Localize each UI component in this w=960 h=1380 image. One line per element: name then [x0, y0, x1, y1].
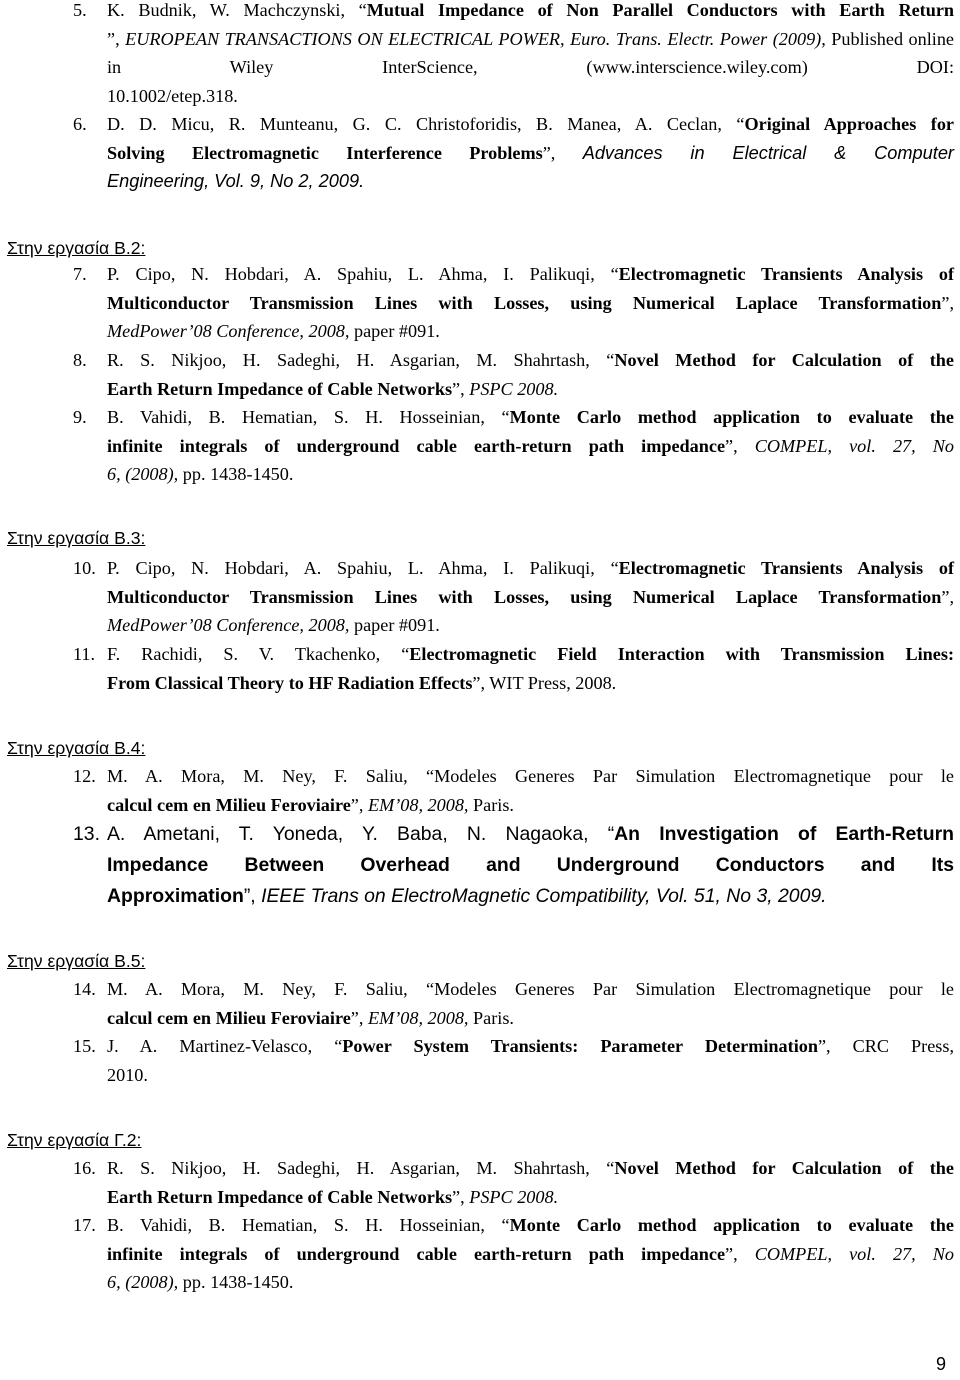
reference-7: 7. P. Cipo, N. Hobdari, A. Spahiu, L. Ahma, I. Palikuqi, “Electromagnetic Transients Analysis of Multiconductor Transmission Lines with Losses, using Numerical Laplace Transformation”, MedPower’08 Conference, 2008, paper #091. — [73, 264, 954, 342]
section-heading-b2: Στην εργασία Β.2: — [7, 238, 146, 258]
reference-6: 6. D. D. Micu, R. Munteanu, G. C. Christoforidis, B. Manea, A. Ceclan, “Original Approaches for Solving Electromagnetic Interference Problems”, Advances in Electrical & Computer Engineering, Vol. 9, No 2, 2009. — [73, 114, 954, 192]
page-number: 9 — [935, 1354, 946, 1374]
reference-8: 8. R. S. Nikjoo, H. Sadeghi, H. Asgarian, M. Shahrtash, “Novel Method for Calculation of the Earth Return Impedance of Cable Networks”, PSPC 2008. — [73, 350, 954, 399]
reference-17: 17. B. Vahidi, B. Hematian, S. H. Hosseinian, “Monte Carlo method application to evaluate the infinite integrals of underground cable earth-return path impedance”, COMPEL, vol. 27, No 6, (2008), pp. 1438-1450. — [73, 1215, 954, 1293]
section-heading-b5: Στην εργασία Β.5: — [7, 951, 146, 971]
section-heading-b4: Στην εργασία Β.4: — [7, 738, 146, 758]
reference-5: 5. K. Budnik, W. Machczynski, “Mutual Impedance of Non Parallel Conductors with Earth Return ”, EUROPEAN TRANSACTIONS ON ELECTRICAL POWER, Euro. Trans. Electr. Power (2009), Published online in Wiley InterScience, (www.interscience.wiley.com) DOI: 10.1002/etep.318. — [73, 0, 955, 106]
section-heading-b3: Στην εργασία Β.3: — [7, 528, 146, 548]
reference-15: 15. J. A. Martinez-Velasco, “Power System Transients: Parameter Determination”, CRC Press, 2010. — [73, 1036, 954, 1085]
reference-9: 9. B. Vahidi, B. Hematian, S. H. Hosseinian, “Monte Carlo method application to evaluate the infinite integrals of underground cable earth-return path impedance”, COMPEL, vol. 27, No 6, (2008), pp. 1438-1450. — [73, 407, 954, 485]
reference-10: 10. P. Cipo, N. Hobdari, A. Spahiu, L. Ahma, I. Palikuqi, “Electromagnetic Transients Analysis of Multiconductor Transmission Lines with Losses, using Numerical Laplace Transformation”, MedPower’08 Conference, 2008, paper #091. — [73, 558, 954, 636]
section-heading-g2: Στην εργασία Γ.2: — [7, 1130, 142, 1150]
reference-13: 13. A. Ametani, T. Yoneda, Y. Baba, N. Nagaoka, “An Investigation of Earth-Return Impedance Between Overhead and Underground Conductors and Its Approximation”, IEEE Trans on ElectroMagnetic Compatibility, Vol. 51, No 3, 2009. — [73, 823, 954, 907]
reference-16: 16. R. S. Nikjoo, H. Sadeghi, H. Asgarian, M. Shahrtash, “Novel Method for Calculation of the Earth Return Impedance of Cable Networks”, PSPC 2008. — [73, 1158, 954, 1207]
reference-11: 11. F. Rachidi, S. V. Tkachenko, “Electromagnetic Field Interaction with Transmission Lines: From Classical Theory to HF Radiation Effects”, WIT Press, 2008. — [73, 644, 955, 693]
reference-14: 14. M. A. Mora, M. Ney, F. Saliu, “Modeles Generes Par Simulation Electromagnetique pour le calcul cem en Milieu Feroviaire”, EM’08, 2008, Paris. — [73, 979, 955, 1028]
reference-12: 12. M. A. Mora, M. Ney, F. Saliu, “Modeles Generes Par Simulation Electromagnetique pour le calcul cem en Milieu Feroviaire”, EM’08, 2008, Paris. — [73, 766, 955, 815]
